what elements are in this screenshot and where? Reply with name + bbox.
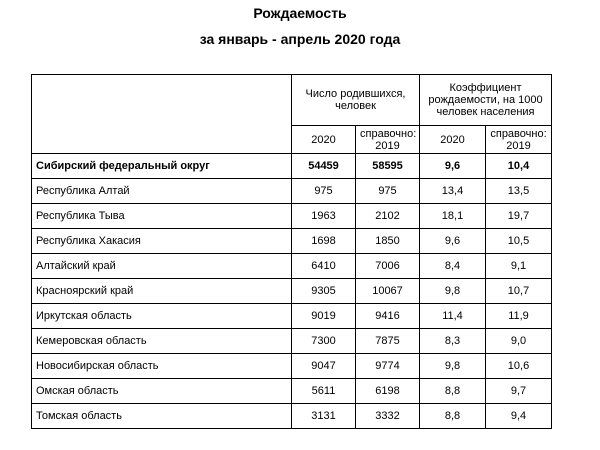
births-group-header: Число родившихся, человек xyxy=(292,75,420,126)
births-2019-cell: 58595 xyxy=(356,154,420,179)
births-2020-cell: 9305 xyxy=(292,279,356,304)
births-2019-cell: 7875 xyxy=(356,329,420,354)
rate-2020-cell: 8,4 xyxy=(420,254,486,279)
rate-2019-cell: 9,7 xyxy=(486,379,552,404)
rate-2020-header: 2020 xyxy=(420,126,486,154)
rate-2020-cell: 18,1 xyxy=(420,204,486,229)
region-name-cell: Республика Хакасия xyxy=(32,229,292,254)
births-2020-cell: 54459 xyxy=(292,154,356,179)
births-2019-cell: 1850 xyxy=(356,229,420,254)
table-row xyxy=(32,304,552,329)
region-name-cell: Омская область xyxy=(32,379,292,404)
rate-2020-cell: 9,6 xyxy=(420,154,486,179)
rate-2019-cell: 9,4 xyxy=(486,404,552,429)
region-name-cell: Сибирский федеральный округ xyxy=(32,154,292,179)
rate-2020-cell: 13,4 xyxy=(420,179,486,204)
births-2020-cell: 975 xyxy=(292,179,356,204)
rate-2020-cell: 8,8 xyxy=(420,404,486,429)
births-2019-cell: 6198 xyxy=(356,379,420,404)
page-subtitle: за январь - апрель 2020 года xyxy=(199,31,401,47)
births-2020-cell: 9047 xyxy=(292,354,356,379)
births-2020-cell: 1698 xyxy=(292,229,356,254)
births-2020-cell: 9019 xyxy=(292,304,356,329)
rate-2019-cell: 10,4 xyxy=(486,154,552,179)
births-2019-cell: 10067 xyxy=(356,279,420,304)
rate-2019-cell: 10,6 xyxy=(486,354,552,379)
rate-group-header: Коэффициент рождаемости, на 1000 человек населения xyxy=(420,75,552,126)
births-2020-header: 2020 xyxy=(292,126,356,154)
births-2019-cell: 2102 xyxy=(356,204,420,229)
rate-2020-cell: 9,6 xyxy=(420,229,486,254)
births-2019-header: справочно: 2019 xyxy=(356,126,420,154)
rate-2019-cell: 13,5 xyxy=(486,179,552,204)
region-name-cell: Кемеровская область xyxy=(32,329,292,354)
births-2020-cell: 7300 xyxy=(292,329,356,354)
births-2020-cell: 6410 xyxy=(292,254,356,279)
region-name-cell: Республика Тыва xyxy=(32,204,292,229)
births-2019-cell: 7006 xyxy=(356,254,420,279)
table-row xyxy=(32,154,552,179)
region-name-cell: Новосибирская область xyxy=(32,354,292,379)
rate-2020-cell: 9,8 xyxy=(420,279,486,304)
table-row xyxy=(32,204,552,229)
birth-rate-table xyxy=(31,74,552,429)
region-name-cell: Томская область xyxy=(32,404,292,429)
births-2019-cell: 3332 xyxy=(356,404,420,429)
table-row xyxy=(32,379,552,404)
region-name-cell: Иркутская область xyxy=(32,304,292,329)
rate-2020-cell: 8,8 xyxy=(420,379,486,404)
births-2019-cell: 9416 xyxy=(356,304,420,329)
table-header-row xyxy=(32,75,552,126)
births-2020-cell: 3131 xyxy=(292,404,356,429)
rate-2020-cell: 11,4 xyxy=(420,304,486,329)
region-header-cell xyxy=(32,75,292,154)
rate-2019-cell: 11,9 xyxy=(486,304,552,329)
rate-2019-cell: 9,1 xyxy=(486,254,552,279)
region-name-cell: Красноярский край xyxy=(32,279,292,304)
page-title: Рождаемость xyxy=(253,5,347,21)
table-row xyxy=(32,254,552,279)
region-name-cell: Республика Алтай xyxy=(32,179,292,204)
rate-2020-cell: 9,8 xyxy=(420,354,486,379)
rate-2019-cell: 19,7 xyxy=(486,204,552,229)
table-body xyxy=(32,154,552,429)
table-row xyxy=(32,179,552,204)
rate-2019-cell: 9,0 xyxy=(486,329,552,354)
births-2020-cell: 1963 xyxy=(292,204,356,229)
region-name-cell: Алтайский край xyxy=(32,254,292,279)
births-2019-cell: 9774 xyxy=(356,354,420,379)
table-row xyxy=(32,229,552,254)
rate-2019-cell: 10,7 xyxy=(486,279,552,304)
table-row xyxy=(32,404,552,429)
table-row xyxy=(32,354,552,379)
rate-2019-header: справочно: 2019 xyxy=(486,126,552,154)
rate-2020-cell: 8,3 xyxy=(420,329,486,354)
births-2020-cell: 5611 xyxy=(292,379,356,404)
births-2019-cell: 975 xyxy=(356,179,420,204)
rate-2019-cell: 10,5 xyxy=(486,229,552,254)
table-row xyxy=(32,279,552,304)
table-row xyxy=(32,329,552,354)
